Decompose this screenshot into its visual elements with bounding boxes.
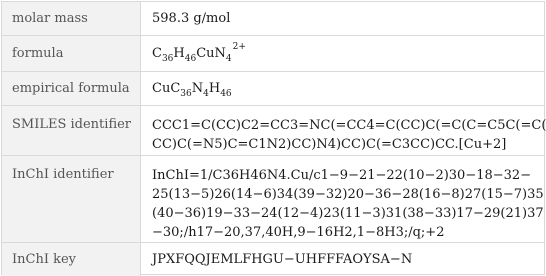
inchi-line: (40−36)19−33−24(12−4)23(11−3)31(38−33)17−29(21)37 [152,206,544,221]
smiles-line: CCC1=C(CC)C2=CC3=NC(=CC4=C(CC)C(=C(C=C5C(=C( [152,118,546,133]
row-label: formula [2,36,141,71]
table-row-inchi [2,156,544,243]
row-label: empirical formula [2,72,141,105]
molar-mass-value: 598.3 g/mol [152,11,231,26]
row-label: SMILES identifier [2,106,141,155]
inchi-value [141,156,544,242]
inchi-line: InChI=1/C36H46N4.Cu/c1−9−21−22(10−2)30−18−32− [152,168,532,183]
smiles-value [141,106,544,155]
row-label: InChI identifier [2,156,141,242]
row-label: InChI key [2,243,141,276]
table-row-molar-mass [2,2,544,36]
formula-value: $C_{36}H_{46}CuN_4^{2+}$ [152,42,246,64]
table-row-empirical-formula [2,72,544,106]
table-row-smiles [2,106,544,156]
properties-table [1,1,545,275]
smiles-line: CC)C(=N5)C=C1N2)CC)N4)CC)C(=C3CC)CC.[Cu+2] [152,137,507,152]
empirical-formula-value: $CuC_{36}N_4H_{46}$ [152,81,232,99]
row-label: molar mass [2,2,141,35]
inchi-line: 25(13−5)26(14−6)34(39−32)20−36−28(16−8)27(15−7)35 [152,187,544,202]
table-row-inchi-key [2,243,544,276]
table-row-formula [2,36,544,72]
inchi-key-value: JPXFQQJEMLFHGU−UHFFFAOYSA−N [152,252,413,267]
inchi-line: −30;/h17−20,37,40H,9−16H2,1−8H3;/q;+2 [152,225,445,240]
